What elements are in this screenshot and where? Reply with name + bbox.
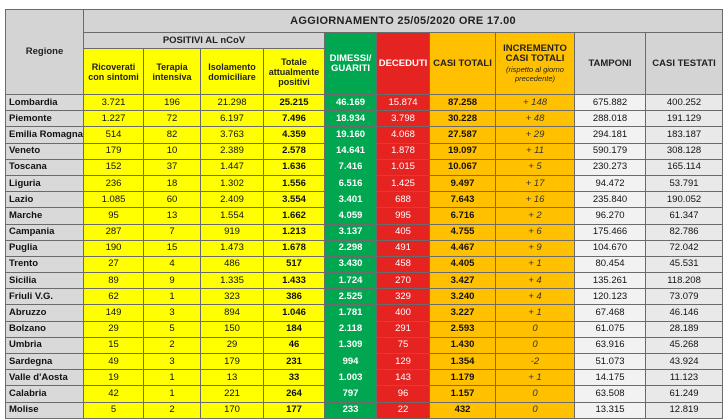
header-tamponi: TAMPONI xyxy=(575,33,646,95)
cell-tamponi: 63.916 xyxy=(575,337,646,353)
cell-totale: 264 xyxy=(264,386,325,402)
cell-terapia: 60 xyxy=(144,192,201,208)
cell-terapia: 37 xyxy=(144,159,201,175)
cell-regione: Marche xyxy=(6,208,84,224)
cell-incremento: 0 xyxy=(496,386,575,402)
table-row xyxy=(6,95,723,111)
cell-casi-testati: 72.042 xyxy=(646,240,723,256)
cell-incremento: + 29 xyxy=(496,127,575,143)
cell-terapia: 7 xyxy=(144,224,201,240)
cell-dimessi: 2.298 xyxy=(325,240,377,256)
cell-totale: 1.213 xyxy=(264,224,325,240)
cell-regione: Sicilia xyxy=(6,273,84,289)
cell-terapia: 2 xyxy=(144,402,201,418)
cell-dimessi: 1.724 xyxy=(325,273,377,289)
cell-regione: Toscana xyxy=(6,159,84,175)
cell-isolamento: 1.335 xyxy=(201,273,264,289)
cell-isolamento: 150 xyxy=(201,321,264,337)
cell-tamponi: 175.466 xyxy=(575,224,646,240)
cell-dimessi: 4.059 xyxy=(325,208,377,224)
cell-totale: 386 xyxy=(264,289,325,305)
table-row xyxy=(6,402,723,418)
cell-incremento: 0 xyxy=(496,337,575,353)
cell-ricoverati: 3.721 xyxy=(84,95,144,111)
table-header xyxy=(6,10,723,95)
table-row xyxy=(6,192,723,208)
cell-dimessi: 994 xyxy=(325,354,377,370)
cell-terapia: 1 xyxy=(144,289,201,305)
cell-tamponi: 135.261 xyxy=(575,273,646,289)
cell-isolamento: 6.197 xyxy=(201,111,264,127)
header-ricoverati: Ricoverati con sintomi xyxy=(84,49,144,95)
cell-casi-totali: 1.179 xyxy=(430,370,496,386)
header-incremento-title: INCREMENTO CASI TOTALI xyxy=(503,43,567,64)
cell-regione: Lazio xyxy=(6,192,84,208)
table-row xyxy=(6,175,723,191)
cell-regione: Molise xyxy=(6,402,84,418)
cell-ricoverati: 514 xyxy=(84,127,144,143)
cell-casi-totali: 4.755 xyxy=(430,224,496,240)
cell-regione: Veneto xyxy=(6,143,84,159)
cell-totale: 1.636 xyxy=(264,159,325,175)
cell-terapia: 9 xyxy=(144,273,201,289)
header-positivi: POSITIVI AL nCoV xyxy=(84,33,325,49)
cell-incremento: + 1 xyxy=(496,305,575,321)
cell-dimessi: 14.641 xyxy=(325,143,377,159)
cell-isolamento: 894 xyxy=(201,305,264,321)
cell-tamponi: 94.472 xyxy=(575,175,646,191)
cell-deceduti: 96 xyxy=(377,386,430,402)
cell-deceduti: 405 xyxy=(377,224,430,240)
cell-casi-totali: 3.240 xyxy=(430,289,496,305)
header-casi-totali: CASI TOTALI xyxy=(430,33,496,95)
cell-regione: Trento xyxy=(6,256,84,272)
table-row xyxy=(6,289,723,305)
cell-isolamento: 170 xyxy=(201,402,264,418)
cell-terapia: 2 xyxy=(144,337,201,353)
cell-dimessi: 7.416 xyxy=(325,159,377,175)
cell-isolamento: 2.389 xyxy=(201,143,264,159)
cell-totale: 517 xyxy=(264,256,325,272)
cell-dimessi: 1.781 xyxy=(325,305,377,321)
cell-isolamento: 179 xyxy=(201,354,264,370)
cell-tamponi: 288.018 xyxy=(575,111,646,127)
cell-regione: Bolzano xyxy=(6,321,84,337)
cell-totale: 33 xyxy=(264,370,325,386)
cell-casi-testati: 183.187 xyxy=(646,127,723,143)
cell-casi-testati: 53.791 xyxy=(646,175,723,191)
cell-ricoverati: 49 xyxy=(84,354,144,370)
cell-casi-testati: 400.252 xyxy=(646,95,723,111)
cell-dimessi: 233 xyxy=(325,402,377,418)
cell-ricoverati: 149 xyxy=(84,305,144,321)
cell-ricoverati: 27 xyxy=(84,256,144,272)
cell-incremento: + 11 xyxy=(496,143,575,159)
cell-incremento: + 16 xyxy=(496,192,575,208)
table-row xyxy=(6,337,723,353)
cell-deceduti: 1.015 xyxy=(377,159,430,175)
cell-terapia: 72 xyxy=(144,111,201,127)
table-body xyxy=(6,95,723,419)
cell-casi-totali: 19.097 xyxy=(430,143,496,159)
cell-dimessi: 3.137 xyxy=(325,224,377,240)
cell-regione: Liguria xyxy=(6,175,84,191)
cell-ricoverati: 1.085 xyxy=(84,192,144,208)
cell-totale: 177 xyxy=(264,402,325,418)
cell-incremento: + 2 xyxy=(496,208,575,224)
cell-tamponi: 96.270 xyxy=(575,208,646,224)
cell-ricoverati: 62 xyxy=(84,289,144,305)
cell-incremento: + 6 xyxy=(496,224,575,240)
cell-ricoverati: 236 xyxy=(84,175,144,191)
cell-deceduti: 291 xyxy=(377,321,430,337)
cell-casi-testati: 118.208 xyxy=(646,273,723,289)
header-regione: Regione xyxy=(6,10,84,95)
header-dimessi: DIMESSI/ GUARITI xyxy=(325,33,377,95)
cell-tamponi: 230.273 xyxy=(575,159,646,175)
table-row xyxy=(6,208,723,224)
cell-casi-totali: 1.430 xyxy=(430,337,496,353)
cell-deceduti: 3.798 xyxy=(377,111,430,127)
header-totale: Totale attualmente positivi xyxy=(264,49,325,95)
cell-terapia: 4 xyxy=(144,256,201,272)
cell-terapia: 15 xyxy=(144,240,201,256)
cell-totale: 1.046 xyxy=(264,305,325,321)
header-terapia: Terapia intensiva xyxy=(144,49,201,95)
table-row xyxy=(6,321,723,337)
cell-deceduti: 143 xyxy=(377,370,430,386)
cell-terapia: 1 xyxy=(144,370,201,386)
cell-isolamento: 21.298 xyxy=(201,95,264,111)
table-row xyxy=(6,240,723,256)
cell-totale: 4.359 xyxy=(264,127,325,143)
cell-casi-totali: 3.227 xyxy=(430,305,496,321)
cell-ricoverati: 19 xyxy=(84,370,144,386)
cell-terapia: 3 xyxy=(144,354,201,370)
cell-casi-testati: 165.114 xyxy=(646,159,723,175)
cell-ricoverati: 5 xyxy=(84,402,144,418)
cell-totale: 231 xyxy=(264,354,325,370)
cell-terapia: 13 xyxy=(144,208,201,224)
cell-regione: Puglia xyxy=(6,240,84,256)
cell-ricoverati: 152 xyxy=(84,159,144,175)
cell-ricoverati: 42 xyxy=(84,386,144,402)
cell-totale: 1.433 xyxy=(264,273,325,289)
cell-tamponi: 590.179 xyxy=(575,143,646,159)
cell-dimessi: 6.516 xyxy=(325,175,377,191)
cell-incremento: 0 xyxy=(496,402,575,418)
cell-tamponi: 675.882 xyxy=(575,95,646,111)
cell-totale: 1.678 xyxy=(264,240,325,256)
cell-tamponi: 63.508 xyxy=(575,386,646,402)
cell-dimessi: 2.118 xyxy=(325,321,377,337)
cell-incremento: 0 xyxy=(496,321,575,337)
cell-regione: Emilia Romagna xyxy=(6,127,84,143)
cell-casi-totali: 2.593 xyxy=(430,321,496,337)
cell-casi-totali: 3.427 xyxy=(430,273,496,289)
cell-casi-testati: 82.786 xyxy=(646,224,723,240)
cell-terapia: 82 xyxy=(144,127,201,143)
cell-ricoverati: 179 xyxy=(84,143,144,159)
cell-ricoverati: 95 xyxy=(84,208,144,224)
cell-incremento: + 148 xyxy=(496,95,575,111)
regional-data-table xyxy=(5,9,723,419)
cell-deceduti: 75 xyxy=(377,337,430,353)
cell-casi-testati: 73.079 xyxy=(646,289,723,305)
cell-isolamento: 13 xyxy=(201,370,264,386)
cell-dimessi: 2.525 xyxy=(325,289,377,305)
cell-incremento: + 4 xyxy=(496,289,575,305)
table-row xyxy=(6,127,723,143)
table-row xyxy=(6,354,723,370)
cell-casi-totali: 87.258 xyxy=(430,95,496,111)
cell-terapia: 196 xyxy=(144,95,201,111)
cell-totale: 25.215 xyxy=(264,95,325,111)
cell-casi-totali: 4.405 xyxy=(430,256,496,272)
cell-casi-testati: 46.146 xyxy=(646,305,723,321)
cell-terapia: 18 xyxy=(144,175,201,191)
cell-dimessi: 1.309 xyxy=(325,337,377,353)
cell-casi-totali: 6.716 xyxy=(430,208,496,224)
cell-casi-testati: 28.189 xyxy=(646,321,723,337)
table-row xyxy=(6,386,723,402)
cell-tamponi: 120.123 xyxy=(575,289,646,305)
cell-totale: 2.578 xyxy=(264,143,325,159)
cell-deceduti: 329 xyxy=(377,289,430,305)
cell-casi-testati: 11.123 xyxy=(646,370,723,386)
cell-isolamento: 2.409 xyxy=(201,192,264,208)
cell-totale: 1.556 xyxy=(264,175,325,191)
cell-ricoverati: 190 xyxy=(84,240,144,256)
cell-deceduti: 995 xyxy=(377,208,430,224)
table-row xyxy=(6,224,723,240)
cell-incremento: + 1 xyxy=(496,256,575,272)
cell-regione: Friuli V.G. xyxy=(6,289,84,305)
cell-casi-totali: 4.467 xyxy=(430,240,496,256)
cell-regione: Sardegna xyxy=(6,354,84,370)
cell-tamponi: 67.468 xyxy=(575,305,646,321)
cell-dimessi: 797 xyxy=(325,386,377,402)
header-deceduti: DECEDUTI xyxy=(377,33,430,95)
table-row xyxy=(6,143,723,159)
cell-casi-totali: 10.067 xyxy=(430,159,496,175)
table-row xyxy=(6,111,723,127)
cell-dimessi: 1.003 xyxy=(325,370,377,386)
cell-incremento: -2 xyxy=(496,354,575,370)
cell-casi-totali: 432 xyxy=(430,402,496,418)
cell-casi-totali: 1.157 xyxy=(430,386,496,402)
cell-tamponi: 104.670 xyxy=(575,240,646,256)
cell-isolamento: 1.302 xyxy=(201,175,264,191)
cell-isolamento: 486 xyxy=(201,256,264,272)
cell-totale: 7.496 xyxy=(264,111,325,127)
cell-casi-testati: 43.924 xyxy=(646,354,723,370)
cell-ricoverati: 1.227 xyxy=(84,111,144,127)
cell-isolamento: 919 xyxy=(201,224,264,240)
cell-tamponi: 235.840 xyxy=(575,192,646,208)
cell-isolamento: 1.554 xyxy=(201,208,264,224)
cell-isolamento: 1.473 xyxy=(201,240,264,256)
cell-deceduti: 1.878 xyxy=(377,143,430,159)
cell-regione: Umbria xyxy=(6,337,84,353)
cell-incremento: + 1 xyxy=(496,370,575,386)
table-row xyxy=(6,370,723,386)
cell-terapia: 1 xyxy=(144,386,201,402)
cell-dimessi: 19.160 xyxy=(325,127,377,143)
cell-dimessi: 3.401 xyxy=(325,192,377,208)
cell-dimessi: 46.169 xyxy=(325,95,377,111)
cell-incremento: + 5 xyxy=(496,159,575,175)
cell-tamponi: 51.073 xyxy=(575,354,646,370)
cell-deceduti: 22 xyxy=(377,402,430,418)
cell-regione: Abruzzo xyxy=(6,305,84,321)
cell-isolamento: 3.763 xyxy=(201,127,264,143)
cell-regione: Valle d'Aosta xyxy=(6,370,84,386)
cell-incremento: + 48 xyxy=(496,111,575,127)
cell-regione: Piemonte xyxy=(6,111,84,127)
cell-totale: 1.662 xyxy=(264,208,325,224)
cell-regione: Lombardia xyxy=(6,95,84,111)
cell-isolamento: 29 xyxy=(201,337,264,353)
cell-deceduti: 270 xyxy=(377,273,430,289)
cell-incremento: + 17 xyxy=(496,175,575,191)
cell-terapia: 5 xyxy=(144,321,201,337)
cell-tamponi: 80.454 xyxy=(575,256,646,272)
header-incremento-note: (rispetto al giorno precedente) xyxy=(506,65,564,83)
cell-deceduti: 458 xyxy=(377,256,430,272)
cell-regione: Campania xyxy=(6,224,84,240)
cell-casi-totali: 7.643 xyxy=(430,192,496,208)
cell-ricoverati: 287 xyxy=(84,224,144,240)
cell-casi-testati: 190.052 xyxy=(646,192,723,208)
table-row xyxy=(6,273,723,289)
table-row xyxy=(6,159,723,175)
cell-totale: 3.554 xyxy=(264,192,325,208)
cell-casi-testati: 12.819 xyxy=(646,402,723,418)
cell-casi-testati: 45.268 xyxy=(646,337,723,353)
cell-tamponi: 61.075 xyxy=(575,321,646,337)
cell-deceduti: 4.068 xyxy=(377,127,430,143)
table-row xyxy=(6,256,723,272)
cell-casi-totali: 1.354 xyxy=(430,354,496,370)
update-title: AGGIORNAMENTO 25/05/2020 ORE 17.00 xyxy=(84,10,723,33)
cell-tamponi: 294.181 xyxy=(575,127,646,143)
cell-deceduti: 15.874 xyxy=(377,95,430,111)
cell-casi-totali: 30.228 xyxy=(430,111,496,127)
cell-ricoverati: 15 xyxy=(84,337,144,353)
header-casi-testati: CASI TESTATI xyxy=(646,33,723,95)
cell-totale: 184 xyxy=(264,321,325,337)
cell-totale: 46 xyxy=(264,337,325,353)
cell-incremento: + 4 xyxy=(496,273,575,289)
cell-casi-testati: 61.347 xyxy=(646,208,723,224)
cell-casi-totali: 9.497 xyxy=(430,175,496,191)
cell-deceduti: 491 xyxy=(377,240,430,256)
cell-tamponi: 13.315 xyxy=(575,402,646,418)
cell-regione: Calabria xyxy=(6,386,84,402)
header-isolamento: Isolamento domiciliare xyxy=(201,49,264,95)
cell-deceduti: 1.425 xyxy=(377,175,430,191)
cell-casi-totali: 27.587 xyxy=(430,127,496,143)
cell-terapia: 3 xyxy=(144,305,201,321)
cell-dimessi: 3.430 xyxy=(325,256,377,272)
table-row xyxy=(6,305,723,321)
cell-isolamento: 323 xyxy=(201,289,264,305)
cell-deceduti: 129 xyxy=(377,354,430,370)
cell-ricoverati: 29 xyxy=(84,321,144,337)
cell-incremento: + 9 xyxy=(496,240,575,256)
cell-casi-testati: 191.129 xyxy=(646,111,723,127)
cell-casi-testati: 45.531 xyxy=(646,256,723,272)
cell-dimessi: 18.934 xyxy=(325,111,377,127)
cell-casi-testati: 61.249 xyxy=(646,386,723,402)
cell-terapia: 10 xyxy=(144,143,201,159)
cell-tamponi: 14.175 xyxy=(575,370,646,386)
cell-ricoverati: 89 xyxy=(84,273,144,289)
cell-casi-testati: 308.128 xyxy=(646,143,723,159)
cell-deceduti: 688 xyxy=(377,192,430,208)
cell-deceduti: 400 xyxy=(377,305,430,321)
cell-isolamento: 221 xyxy=(201,386,264,402)
cell-isolamento: 1.447 xyxy=(201,159,264,175)
header-incremento xyxy=(496,33,575,95)
